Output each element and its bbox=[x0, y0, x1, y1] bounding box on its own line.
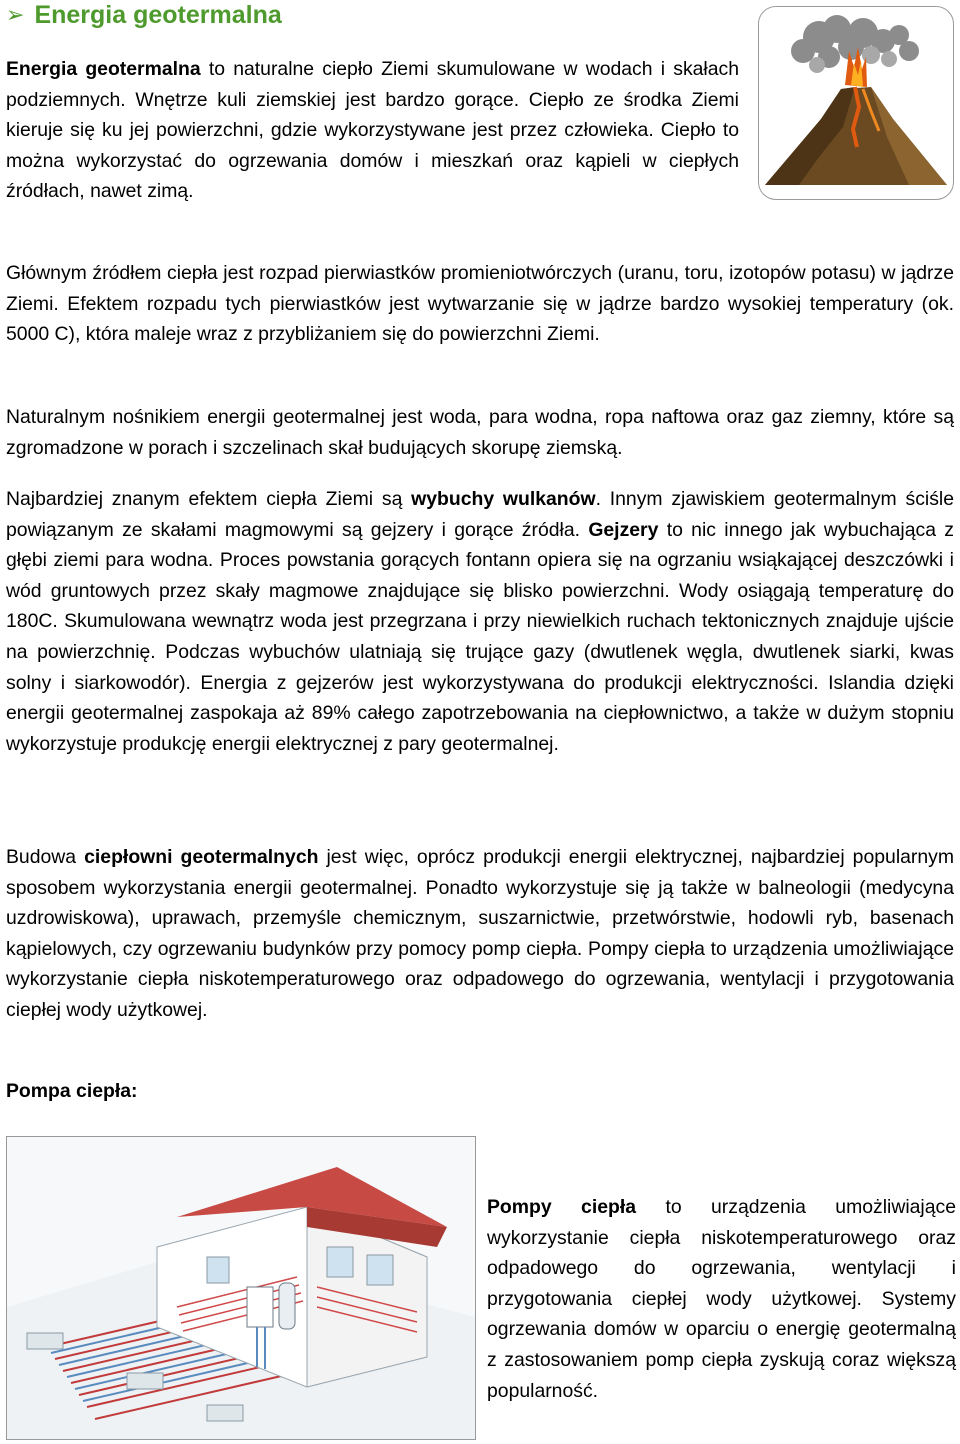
paragraph-intro bbox=[6, 54, 739, 207]
arrow-bullet-icon: ➢ bbox=[6, 2, 25, 27]
section-heading bbox=[6, 0, 282, 30]
house-diagram-icon bbox=[7, 1137, 475, 1439]
geysers-text-3: to nic innego jak wybuchająca z głębi ziemi para wodna. Proces powstania gorących fontann opiera się na ogrzaniu wsiąkającej deszczówki i wód gruntowych przez skały magmowe znajdujące się blisko powierzchni. Wody osiągają temperaturę do 180C. Skumulowana wewnątrz woda jest przegrzana i przy niewielkich ruchach tektonicznych znajduje ujście na powierzchnię. Podczas wybuchów ulatniają się trujące gazy (dwutlenek węgla, dwutlenek siarki, kwas solny i siarkowodór). Energia z gejzerów jest wykorzystywana do produkcji elektryczności. Islandia dzięki energii geotermalnej zaspokaja aż 89% całego zapotrzebowania na ciepłownictwo, a także w dużym stopniu wykorzystuje produkcję energii elektrycznej z pary geotermalnej. bbox=[6, 518, 954, 755]
paragraph-plants bbox=[6, 842, 954, 1026]
heat-pump-house-illustration bbox=[6, 1136, 476, 1440]
term-wybuchy-wulkanow: wybuchy wulkanów bbox=[411, 488, 596, 510]
term-pompy-ciepla: Pompy ciepła bbox=[487, 1196, 637, 1218]
heat-pump-caption bbox=[487, 1192, 956, 1406]
subheading-pompa: Pompa ciepła: bbox=[6, 1080, 138, 1102]
paragraph-source: Głównym źródłem ciepła jest rozpad pierwiastków promieniotwórczych (uranu, toru, izotopów potasu) w jądrze Ziemi. Efektem rozpadu tych pierwiastków jest wytwarzanie się w jądrze bardzo wysokiej temperatury (ok. 5000 C), która maleje wraz z przybliżaniem się do powierzchni Ziemi. bbox=[6, 262, 954, 346]
term-energia-geotermalna: Energia geotermalna bbox=[6, 58, 201, 80]
volcano-illustration bbox=[758, 6, 954, 200]
paragraph-carrier: Naturalnym nośnikiem energii geotermalnej jest woda, para wodna, ropa naftowa oraz gaz ziemny, które są zgromadzone w porach i szczelinach skał budujących skorupę ziemską. bbox=[6, 406, 954, 459]
geysers-text-1: Najbardziej znanym efektem ciepła Ziemi są bbox=[6, 488, 412, 510]
section-title: Energia geotermalna bbox=[34, 0, 282, 29]
term-gejzery: Gejzery bbox=[588, 518, 659, 541]
paragraph-geysers bbox=[6, 484, 954, 759]
intro-text: to naturalne ciepło Ziemi skumulowane w wodach i skałach podziemnych. Wnętrze kuli ziemskiej jest bardzo gorące. Ciepło ze środka Ziemi kieruje się ku jej powierzchni, gdzie wykorzystywane jest przez człowieka. Ciepło to można wykorzystać do ogrzewania domów i mieszkań oraz kąpieli w ciepłych źródłach, nawet zimą. bbox=[6, 58, 739, 203]
plants-text-2: jest więc, oprócz produkcji energii elektrycznej, najbardziej popularnym sposobem wykorzystania energii geotermalnej. Ponadto wykorzystuje się ją także w balneologii (medycyna uzdrowiskowa), uprawach, przemyśle chemicznym, suszarnictwie, przetwórstwie, hodowli ryb, basenach kąpielowych, czy ogrzewaniu budynków przy pomocy pomp ciepła. Pompy ciepła to urządzenia umożliwiające wykorzystanie ciepła niskotemperaturowego oraz odpadowego do ogrzewania, wentylacji i przygotowania ciepłej wody użytkowej. bbox=[6, 846, 955, 1021]
caption-text: to urządzenia umożliwiające wykorzystanie ciepła niskotemperaturowego oraz odpadowego do ogrzewania, wentylacji i przygotowania ciepłej wody użytkowej. Systemy ogrzewania domów w oparciu o energię geotermalną z zastosowaniem pomp ciepła zyskują coraz większą popularność. bbox=[487, 1196, 956, 1402]
geysers-text-2: . Innym zjawiskiem geotermalnym ściśle powiązanym ze skałami magmowymi są gejzery i gorące źródła. bbox=[6, 488, 954, 541]
term-cieplowni: ciepłowni geotermalnych bbox=[84, 846, 319, 868]
volcano-icon bbox=[759, 7, 953, 199]
plants-text-1: Budowa bbox=[6, 846, 85, 868]
